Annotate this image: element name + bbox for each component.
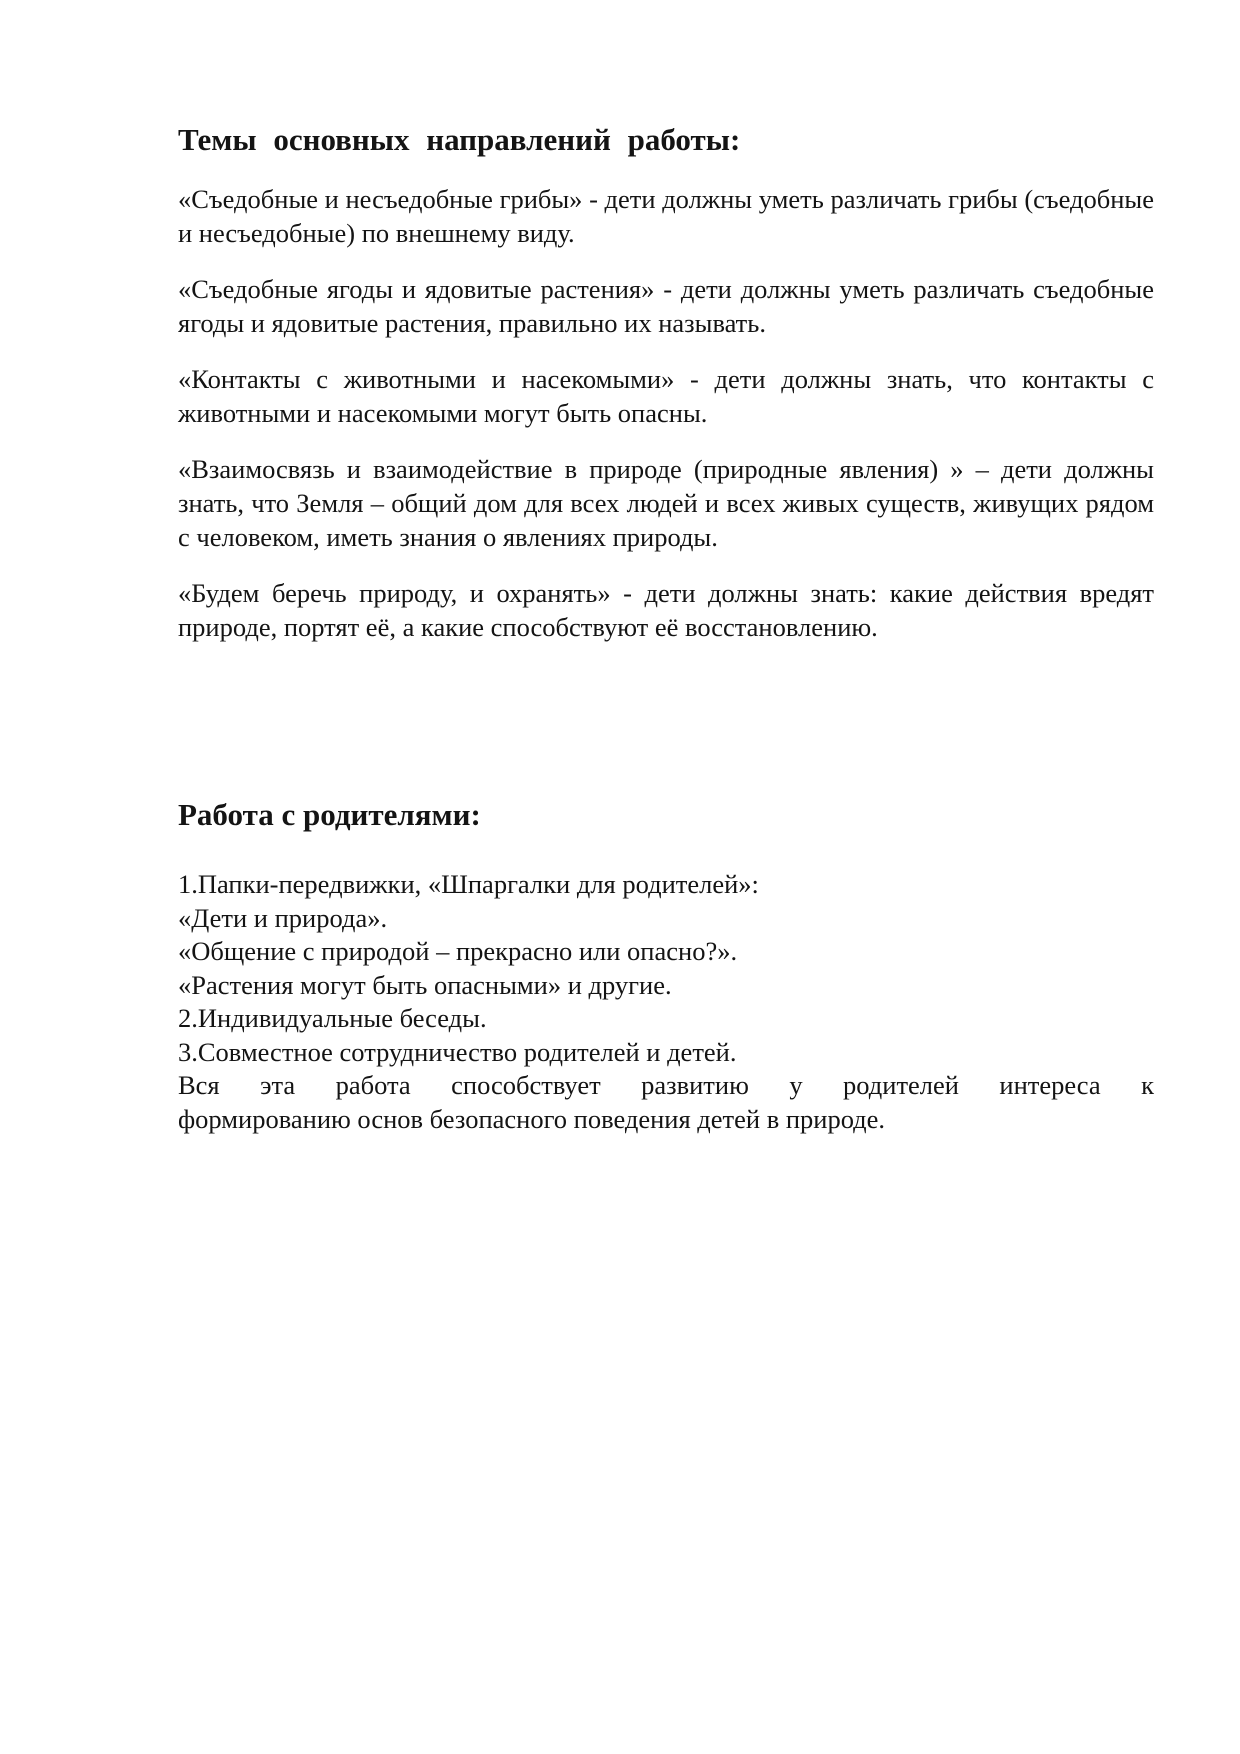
list-item: 3.Совместное сотрудничество родителей и детей. bbox=[178, 1036, 737, 1067]
topic-paragraph-animals: «Контакты с животными и насекомыми» - дети должны знать, что контакты с животными и насекомыми могут быть опасны. bbox=[178, 364, 1154, 428]
topic-paragraph-berries: «Съедобные ягоды и ядовитые растения» - дети должны уметь различать съедобные ягоды и ядовитые растения, правильно их называть. bbox=[178, 274, 1154, 338]
topic-paragraph-nature-phenomena: «Взаимосвязь и взаимодействие в природе (природные явления) » – дети должны знать, что Земля – общий дом для всех людей и всех живых существ, живущих рядом с человеком, иметь знания о явлениях природы. bbox=[178, 454, 1154, 552]
list-item: 2.Индивидуальные беседы. bbox=[178, 1003, 487, 1033]
closing-line-1: Вся эта работа способствует развитию у родителей интереса к bbox=[178, 1070, 1154, 1100]
list-item: «Растения могут быть опасными» и другие. bbox=[178, 969, 672, 1000]
topics-list bbox=[178, 182, 1154, 666]
topic-paragraph-protect-nature: «Будем беречь природу, и охранять» - дети должны знать: какие действия вредят природе, портят её, а какие способствуют её восстановлению. bbox=[178, 578, 1154, 642]
list-item: 1.Папки-передвижки, «Шпаргалки для родителей»: bbox=[178, 869, 759, 899]
parents-work-list bbox=[178, 868, 1154, 1136]
parents-heading: Работа с родителями: bbox=[178, 797, 481, 832]
closing-paragraph bbox=[178, 1069, 1154, 1136]
list-item: «Дети и природа». bbox=[178, 902, 388, 933]
closing-line-2: формированию основ безопасного поведения детей в природе. bbox=[178, 1103, 886, 1134]
list-item: «Общение с природой – прекрасно или опасно?». bbox=[178, 936, 738, 966]
topics-heading: Темы основных направлений работы: bbox=[178, 122, 741, 157]
topic-paragraph-mushrooms: «Съедобные и несъедобные грибы» - дети должны уметь различать грибы (съедобные и несъедобные) по внешнему виду. bbox=[178, 184, 1154, 248]
